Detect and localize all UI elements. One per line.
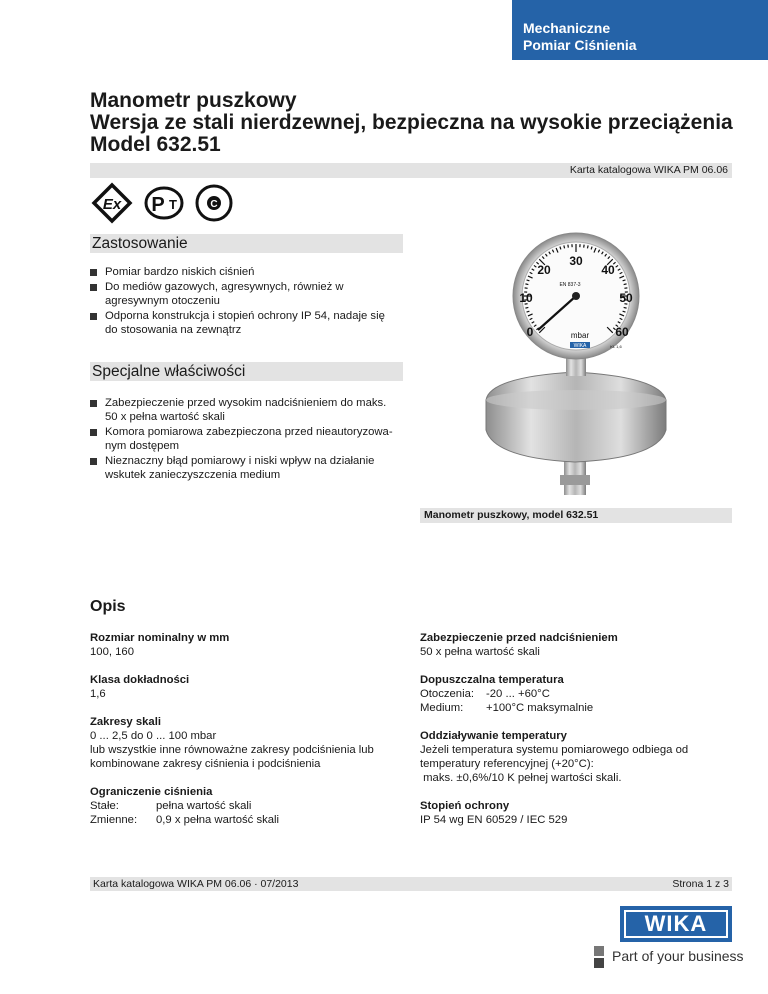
bullet-icon [90,400,97,407]
image-caption-bar [420,508,732,523]
dial-tick [525,284,528,285]
title-line-2: Wersja ze stali nierdzewnej, bezpieczna na wysokie przeciążenia [90,111,733,134]
image-caption: Manometr puszkowy, model 632.51 [424,509,599,521]
tagline: Part of your business [612,948,744,964]
spec-value: lub wszystkie inne równoważne zakresy podciśnienia lub [90,744,374,756]
ex-icon [94,185,130,221]
spec-scale-ranges [90,715,410,771]
badge-line-1: Mechaniczne [523,20,611,36]
features-heading: Specjalne właściwości [92,363,246,380]
application-heading: Zastosowanie [92,235,188,252]
spec-accuracy-class [90,673,410,701]
features-item-1: Zabezpieczenie przed wysokim nadciśnieniem do maks. 50 x pełna wartość skali [90,396,410,424]
footer-page-number: Strona 1 z 3 [672,878,729,890]
datasheet-bar [90,163,732,178]
bullet-icon [90,269,97,276]
spec-value: temperatury referencyjnej (+20°C): [420,758,594,770]
spec-label: Klasa dokładności [90,674,190,686]
datasheet-ref: Karta katalogowa WIKA PM 06.06 [569,164,728,176]
application-heading-bar [90,234,403,253]
spec-label: Oddziaływanie temperatury [420,730,567,742]
application-item-3: Odporna konstrukcja i stopień ochrony IP 54, nadaje się do stosowania na zewnątrz [90,309,410,337]
spec-value: kombinowane zakresy ciśnienia i podciśnienia [90,758,321,770]
gost-r-icon [146,188,182,218]
svg-text:T: T [169,197,177,212]
svg-text:EN 837-3: EN 837-3 [559,282,581,288]
bullet-icon [90,458,97,465]
svg-text:Ex: Ex [102,196,122,213]
application-item-2: Do mediów gazowych, agresywnych, również w agresywnym otoczeniu [90,280,410,308]
spec-label: Stopień ochrony [420,800,510,812]
svg-text:60: 60 [615,325,629,339]
gost-c-icon [197,186,231,220]
dial-tick [624,284,627,285]
spec-permissible-temperature: Dopuszczalna temperatura Otoczenia: -20 ... +60°C Medium: +100°C maksymalnie [420,673,740,715]
svg-text:10: 10 [519,291,533,305]
description-heading: Opis [90,598,126,615]
approval-logos [90,182,250,226]
spec-overpressure-safety [420,631,740,659]
spec-nominal-size [90,631,410,659]
spec-pressure-limit: Ograniczenie ciśnienia Stałe: pełna wartość skali Zmienne: 0,9 x pełna wartość skali [90,785,410,827]
application-item-1: Pomiar bardzo niskich ciśnień [90,265,410,279]
dial-tick [564,245,565,248]
svg-text:30: 30 [569,254,583,268]
features-item-2: Komora pomiarowa zabezpieczona przed nieautoryzowa- nym dostępem [90,425,410,453]
dial-tick [624,307,627,308]
spec-temperature-effect [420,729,750,785]
svg-text:WIKA: WIKA [573,343,587,349]
footer-bar [90,877,732,891]
svg-text:50: 50 [619,291,633,305]
features-heading-bar [90,362,403,381]
approval-icons [90,182,250,226]
spec-label: Ograniczenie ciśnienia [90,786,213,798]
spec-value: IP 54 wg EN 60529 / IEC 529 [420,814,568,826]
spec-value: 0 ... 2,5 do 0 ... 100 mbar [90,730,217,742]
spec-label: Rozmiar nominalny w mm [90,632,230,644]
spec-label: Zakresy skali [90,716,161,728]
dial-tick [587,245,588,248]
spec-label: Dopuszczalna temperatura [420,674,564,686]
title-line-3: Model 632.51 [90,133,221,156]
features-item-3: Nieznaczny błąd pomiarowy i niski wpływ na działanie wskutek zanieczyszczenia medium [90,454,410,482]
svg-text:C: C [210,199,218,210]
bullet-icon [90,313,97,320]
spec-value: 100, 160 [90,646,134,658]
wika-logo: WIKA [620,906,732,942]
pressure-gauge-illustration [420,232,732,512]
spec-ingress-protection [420,799,740,827]
svg-text:40: 40 [601,263,615,277]
bullet-icon [90,429,97,436]
footer-datasheet: Karta katalogowa WIKA PM 06.06 · 07/2013 [93,878,299,890]
tagline-marker-icon [594,946,606,970]
svg-text:KL 1,6: KL 1,6 [610,344,622,349]
spec-value: 1,6 [90,688,106,700]
svg-text:0: 0 [526,325,534,339]
spec-value: Jeżeli temperatura systemu pomiarowego odbiega od [420,744,689,756]
svg-text:P: P [151,194,165,216]
product-image [420,232,732,512]
spec-value: 50 x pełna wartość skali [420,646,540,658]
svg-text:20: 20 [537,263,551,277]
spec-value: maks. ±0,6%/10 K pełnej wartości skali. [420,772,622,784]
dial-tick [525,307,528,308]
spec-label: Zabezpieczenie przed nadciśnieniem [420,632,618,644]
svg-text:mbar: mbar [570,331,590,340]
bullet-icon [90,284,97,291]
badge-line-2: Pomiar Ciśnienia [523,37,637,53]
category-badge [512,0,768,60]
title-line-1: Manometr puszkowy [90,89,297,112]
